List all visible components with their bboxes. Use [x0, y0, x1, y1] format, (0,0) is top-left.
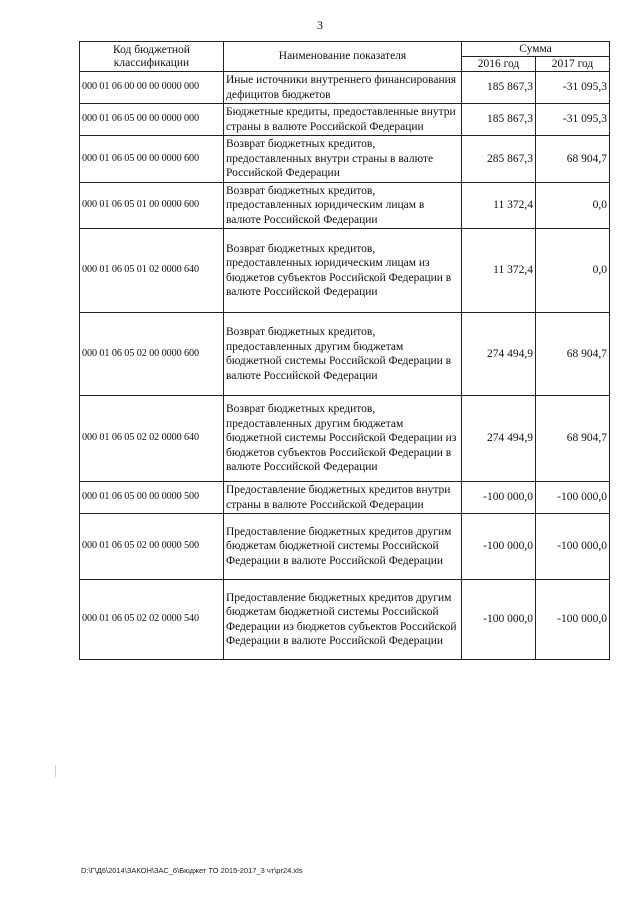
file-path-footer: D:\Г\Д6\2014\ЗАКОН\ЗАС_6\Бюджет ТО 2015-2017_3 чт\pr24.xls	[81, 866, 303, 875]
row-value-2016: 185 867,3	[462, 72, 536, 104]
table-row	[80, 229, 610, 313]
row-code: 000 01 06 05 02 02 0000 540	[80, 580, 224, 660]
header-year-2017: 2017 год	[536, 57, 610, 72]
row-code: 000 01 06 05 00 00 0000 000	[80, 104, 224, 136]
table-row	[80, 396, 610, 482]
row-value-2017: 68 904,7	[536, 136, 610, 183]
table-row	[80, 104, 610, 136]
row-name: Предоставление бюджетных кредитов другим бюджетам бюджетной системы Российской Федерации из бюджетов субъектов Российской Федерации в валюте Российской Федерации	[224, 580, 462, 660]
table-row	[80, 580, 610, 660]
page-number: 3	[317, 18, 323, 32]
table-row	[80, 313, 610, 396]
row-name: Возврат бюджетных кредитов, предоставленных другим бюджетам бюджетной системы Российской Федерации в валюте Российской Федерации	[224, 313, 462, 396]
row-code: 000 01 06 05 02 02 0000 640	[80, 396, 224, 482]
row-name: Бюджетные кредиты, предоставленные внутри страны в валюте Российской Федерации	[224, 104, 462, 136]
row-value-2017: -31 095,3	[536, 72, 610, 104]
row-name: Предоставление бюджетных кредитов внутри страны в валюте Российской Федерации	[224, 482, 462, 514]
row-code: 000 01 06 05 02 00 0000 600	[80, 313, 224, 396]
margin-mark	[55, 765, 56, 777]
row-value-2017: 0,0	[536, 182, 610, 229]
row-value-2017: -100 000,0	[536, 514, 610, 580]
header-name: Наименование показателя	[224, 42, 462, 72]
header-code: Код бюджетной классификации	[80, 42, 224, 72]
row-value-2017: -31 095,3	[536, 104, 610, 136]
row-name: Возврат бюджетных кредитов, предоставленных внутри страны в валюте Российской Федерации	[224, 136, 462, 183]
row-value-2016: 11 372,4	[462, 229, 536, 313]
row-name: Предоставление бюджетных кредитов другим бюджетам бюджетной системы Российской Федерации в валюте Российской Федерации	[224, 514, 462, 580]
row-code: 000 01 06 00 00 00 0000 000	[80, 72, 224, 104]
row-value-2016: -100 000,0	[462, 482, 536, 514]
table-row	[80, 136, 610, 183]
budget-table	[79, 41, 610, 660]
table-row	[80, 482, 610, 514]
table-row	[80, 182, 610, 229]
row-name: Возврат бюджетных кредитов, предоставленных другим бюджетам бюджетной системы Российской Федерации из бюджетов субъектов Российской Федерации в валюте Российской Федерации	[224, 396, 462, 482]
row-name: Возврат бюджетных кредитов, предоставленных юридическим лицам из бюджетов субъектов Российской Федерации в валюте Российской Федерации	[224, 229, 462, 313]
row-value-2016: -100 000,0	[462, 514, 536, 580]
row-value-2017: 68 904,7	[536, 313, 610, 396]
row-value-2017: 68 904,7	[536, 396, 610, 482]
row-value-2016: -100 000,0	[462, 580, 536, 660]
row-value-2016: 185 867,3	[462, 104, 536, 136]
header-row-1	[80, 42, 610, 57]
row-value-2016: 285 867,3	[462, 136, 536, 183]
row-value-2016: 274 494,9	[462, 396, 536, 482]
row-code: 000 01 06 05 00 00 0000 600	[80, 136, 224, 183]
row-code: 000 01 06 05 02 00 0000 500	[80, 514, 224, 580]
table-row	[80, 72, 610, 104]
row-value-2016: 11 372,4	[462, 182, 536, 229]
row-code: 000 01 06 05 00 00 0000 500	[80, 482, 224, 514]
table-row	[80, 514, 610, 580]
row-value-2016: 274 494,9	[462, 313, 536, 396]
row-name: Иные источники внутреннего финансирования дефицитов бюджетов	[224, 72, 462, 104]
row-code: 000 01 06 05 01 00 0000 600	[80, 182, 224, 229]
table-body	[80, 72, 610, 660]
row-code: 000 01 06 05 01 02 0000 640	[80, 229, 224, 313]
table-header	[80, 42, 610, 72]
row-value-2017: -100 000,0	[536, 482, 610, 514]
header-year-2016: 2016 год	[462, 57, 536, 72]
row-value-2017: 0,0	[536, 229, 610, 313]
row-value-2017: -100 000,0	[536, 580, 610, 660]
header-sum: Сумма	[462, 42, 610, 57]
row-name: Возврат бюджетных кредитов, предоставленных юридическим лицам в валюте Российской Федерации	[224, 182, 462, 229]
